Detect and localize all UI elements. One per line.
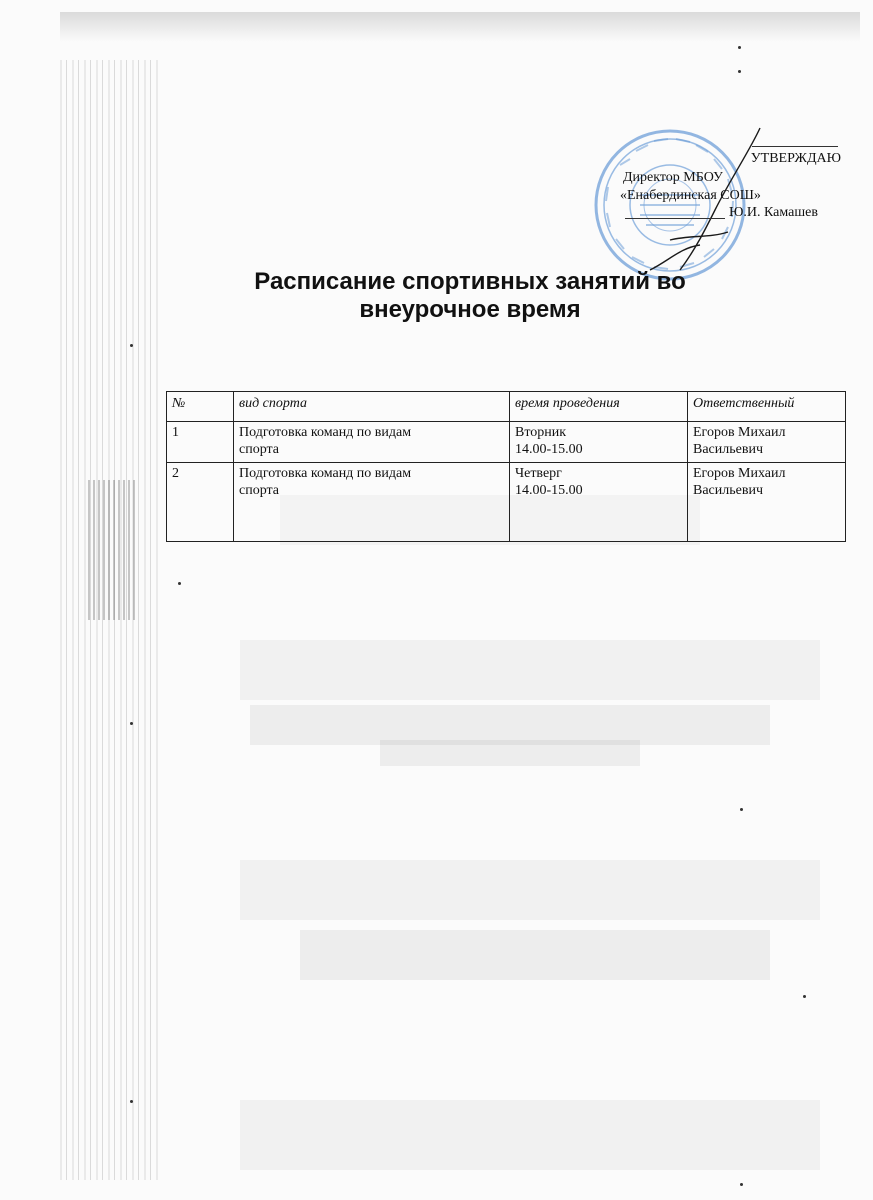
approval-title: УТВЕРЖДАЮ (750, 151, 841, 166)
document-title (150, 268, 790, 324)
person-line-2: Васильевич (693, 483, 763, 498)
header-sport: вид спорта (234, 392, 510, 422)
person-line-1: Егоров Михаил (693, 425, 786, 440)
approval-top-rule (752, 146, 838, 147)
person-line-1: Егоров Михаил (693, 466, 786, 481)
header-time: время проведения (510, 392, 688, 422)
ghost-block-6 (240, 1100, 820, 1170)
title-line-2: внеурочное время (359, 296, 581, 323)
row-hours: 14.00-15.00 (515, 483, 583, 498)
table-row (167, 422, 846, 463)
speck (178, 582, 181, 585)
title-line-1: Расписание спортивных занятий во (254, 268, 686, 295)
ghost-block-1 (250, 705, 770, 745)
table-header-row (167, 392, 846, 422)
row-hours: 14.00-15.00 (515, 442, 583, 457)
row-number: 1 (167, 422, 234, 463)
sport-line-1: Подготовка команд по видам (239, 466, 412, 481)
row-number: 2 (167, 463, 234, 542)
row-responsible (688, 463, 846, 542)
speck (130, 722, 133, 725)
schedule-table (166, 391, 846, 542)
speck (130, 344, 133, 347)
speck (130, 1100, 133, 1103)
row-sport (234, 463, 510, 542)
row-responsible (688, 422, 846, 463)
table-row (167, 463, 846, 542)
sport-line-2: спорта (239, 483, 280, 498)
approval-signatory: Ю.И. Камашев (729, 205, 818, 220)
row-day: Четверг (515, 466, 562, 481)
speck (740, 808, 743, 811)
signature-line (625, 218, 725, 219)
row-time (510, 463, 688, 542)
header-number: № (167, 392, 234, 422)
approval-position: Директор МБОУ (623, 170, 723, 185)
row-sport (234, 422, 510, 463)
scan-streaks (60, 60, 160, 1180)
scan-streaks-dark (88, 480, 138, 620)
speck (738, 70, 741, 73)
speck (738, 46, 741, 49)
ghost-block-4 (240, 860, 820, 920)
header-responsible: Ответственный (688, 392, 846, 422)
ghost-block-5 (300, 930, 770, 980)
row-day: Вторник (515, 425, 567, 440)
sport-line-2: спорта (239, 442, 280, 457)
person-line-2: Васильевич (693, 442, 763, 457)
ghost-block-2 (380, 740, 640, 766)
speck (803, 995, 806, 998)
sport-line-1: Подготовка команд по видам (239, 425, 412, 440)
approval-organization: «Енабердинская СОШ» (620, 188, 761, 203)
row-time (510, 422, 688, 463)
ghost-block-3 (240, 640, 820, 700)
speck (740, 1183, 743, 1186)
scan-top-smudge (60, 12, 860, 42)
